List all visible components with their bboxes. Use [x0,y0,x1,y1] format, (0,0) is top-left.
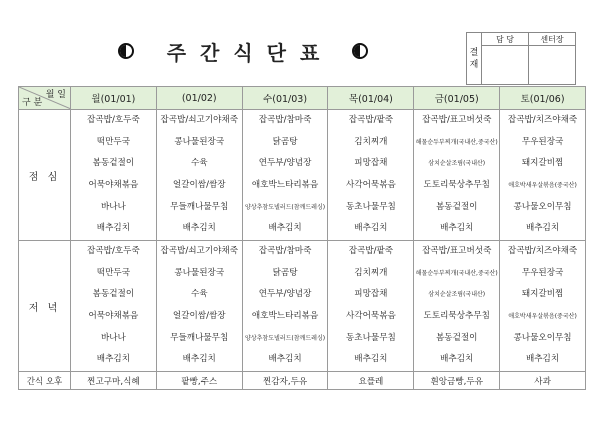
page-title: 주간식단표 [166,40,334,65]
menu-item: 배추김치 [525,354,560,365]
menu-item: 얼갈이쌈/쌈장 [172,311,226,321]
menu-item: 연두부/양념장 [258,289,312,300]
menu-item: 잡곡밥/표고버섯죽 [422,115,492,126]
menu-cell [71,110,157,241]
menu-item: 양상추참도넬러드(참깨드레싱) [245,203,326,211]
approval-side-label: 결재 [467,33,482,85]
lunch-row [19,110,586,241]
menu-item: 애호박느타리볶음 [251,180,319,190]
menu-item: 사각어묵볶음 [345,311,396,321]
half-moon-right-icon [352,43,368,59]
menu-item: 얼갈이쌈/쌈장 [172,180,226,190]
dinner-row [19,241,586,372]
menu-item: 삼치순살조림(국내산) [428,291,486,299]
menu-cell [414,110,500,241]
menu-item: 바나나 [100,332,126,343]
menu-item: 무들깨나물무침 [170,201,229,212]
menu-item: 배추김치 [182,354,216,365]
menu-item: 동초나물무침 [345,201,396,212]
menu-item: 콩나물오이무침 [513,332,572,343]
menu-item: 피망잡채 [354,289,388,300]
snack-row [19,372,586,390]
snack-cell: 사과 [500,372,586,390]
menu-cell [414,241,500,372]
menu-item: 콩나물된장국 [174,136,225,147]
menu-item: 김치찌개 [354,136,388,147]
menu-item: 봄동겉절이 [92,158,135,169]
day-header: 월(01/01) [71,87,157,110]
menu-item: 김치찌개 [354,267,388,278]
menu-item: 돼지갈비찜 [521,289,564,300]
menu-item: 잡곡밥/호두죽 [87,115,140,126]
approval-col1-sign-box[interactable] [482,46,529,85]
menu-item: 떡만두국 [96,267,131,278]
menu-item: 봄동겉절이 [92,289,135,300]
snack-cell: 흰앙금빵,두유 [414,372,500,390]
menu-item: 돼지갈비찜 [521,158,564,169]
menu-item: 봄동겉절이 [435,201,478,212]
menu-item: 동초나물무침 [345,332,396,343]
menu-item: 해물순두부찌개(국내산,중국산) [415,138,498,146]
menu-item: 배추김치 [354,223,388,234]
menu-cell [242,241,328,372]
menu-item: 수육 [190,289,208,300]
menu-cell [71,241,157,372]
menu-item: 피망잡채 [354,158,388,169]
corner-bottom-label: 구 분 [22,98,43,108]
day-header: (01/02) [156,87,242,110]
menu-item: 양상추참도넬러드(참깨드레싱) [245,334,326,342]
menu-item: 봄동겉절이 [435,332,478,343]
menu-item: 잡곡밥/쇠고기야채죽 [160,246,239,257]
menu-item: 잡곡밥/치즈야채죽 [507,115,578,126]
day-header: 수(01/03) [242,87,328,110]
menu-item: 배추김치 [525,223,560,234]
menu-item: 도토리묵상추무침 [423,311,490,321]
dinner-label: 저 녁 [19,241,71,372]
menu-item: 잡곡밥/호두죽 [87,246,140,257]
menu-cell [500,110,586,241]
menu-cell [500,241,586,372]
menu-item: 잡곡밥/참마죽 [258,115,312,126]
menu-cell [156,241,242,372]
menu-item: 잡곡밥/표고버섯죽 [422,246,492,257]
menu-item: 닭곰탕 [272,136,298,147]
menu-item: 닭곰탕 [272,267,298,278]
menu-cell [242,110,328,241]
menu-item: 바나나 [100,201,126,212]
menu-item: 콩나물된장국 [174,267,225,278]
menu-item: 배추김치 [440,354,474,365]
menu-item: 배추김치 [268,223,302,234]
menu-item: 배추김치 [268,354,302,365]
lunch-label: 점 심 [19,110,71,241]
menu-item: 배추김치 [354,354,388,365]
menu-item: 배추김치 [96,354,131,365]
menu-item: 어묵야채볶음 [88,180,139,190]
approval-col2-sign-box[interactable] [529,46,576,85]
day-header: 토(01/06) [500,87,586,110]
menu-item: 잡곡밥/참마죽 [258,246,312,257]
corner-header [19,87,71,110]
menu-item: 도토리묵상추무침 [423,180,490,190]
half-moon-left-icon [118,43,134,59]
corner-top-label: 월 일 [45,90,66,100]
day-header: 금(01/05) [414,87,500,110]
menu-item: 배추김치 [96,223,131,234]
menu-cell [328,110,414,241]
menu-item: 수육 [190,158,208,169]
menu-item: 삼치순살조림(국내산) [428,160,486,168]
menu-item: 애호박새우살볶음(중국산) [508,313,577,320]
menu-item: 애호박느타리볶음 [251,311,319,321]
menu-item: 무들깨나물무침 [170,332,229,343]
menu-item: 무우된장국 [521,267,564,278]
menu-item: 콩나물오이무침 [513,201,572,212]
menu-item: 떡만두국 [96,136,131,147]
menu-item: 애호박새우살볶음(중국산) [508,182,577,189]
approval-col1-label: 담 당 [482,33,529,46]
menu-item: 잡곡밥/치즈야채죽 [507,246,578,257]
menu-item: 어묵야채볶음 [88,311,139,321]
menu-item: 연두부/양념장 [258,158,312,169]
menu-item: 사각어묵볶음 [345,180,396,190]
menu-item: 잡곡밥/쇠고기야채죽 [160,115,239,126]
menu-item: 배추김치 [182,223,216,234]
menu-item: 잡곡밥/팥죽 [348,246,394,257]
menu-item: 잡곡밥/팥죽 [348,115,394,126]
menu-item: 배추김치 [440,223,474,234]
snack-cell: 요플레 [328,372,414,390]
snack-cell: 찐감자,두유 [242,372,328,390]
menu-item: 무우된장국 [521,136,564,147]
weekly-menu-table [18,86,586,390]
snack-cell: 팥빵,주스 [156,372,242,390]
header-row [19,87,586,110]
snack-cell: 찐고구마,식혜 [71,372,157,390]
approval-col2-label: 센터장 [529,33,576,46]
menu-cell [156,110,242,241]
day-header: 목(01/04) [328,87,414,110]
page-title-block [118,36,368,66]
menu-cell [328,241,414,372]
snack-label: 간식 오후 [19,372,71,390]
menu-item: 해물순두부찌개(국내산,중국산) [415,269,498,277]
approval-box [466,32,576,85]
